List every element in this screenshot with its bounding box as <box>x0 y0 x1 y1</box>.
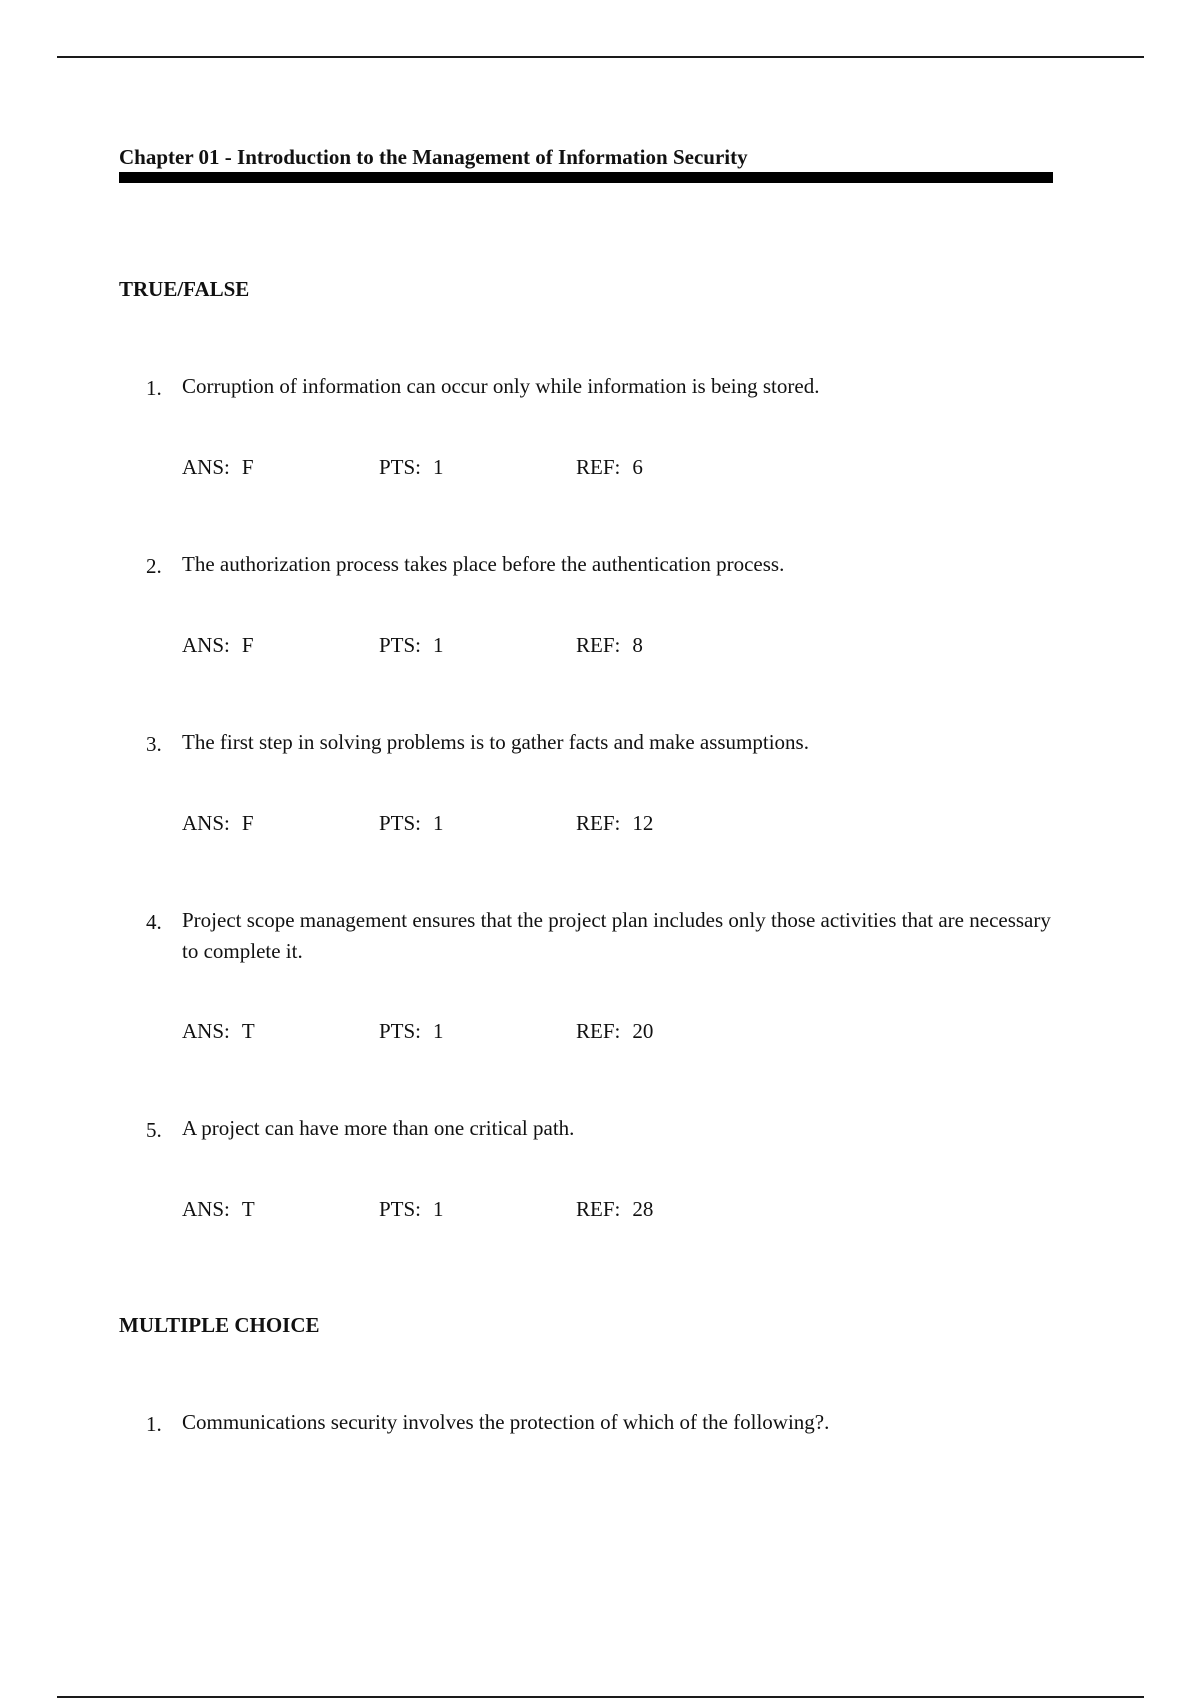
pts-label: PTS: <box>379 633 422 657</box>
ref-label: REF: <box>576 1197 621 1221</box>
ans-value: F <box>241 633 254 657</box>
pts-label: PTS: <box>379 811 422 835</box>
page-bottom-rule <box>57 1696 1144 1698</box>
question-text: The authorization process takes place before the authentication process. <box>182 552 785 576</box>
section-heading-multiple-choice: MULTIPLE CHOICE <box>119 1313 320 1337</box>
question-number: 2. <box>146 554 162 578</box>
ans-value: T <box>241 1019 255 1043</box>
question-text: A project can have more than one critical path. <box>182 1116 575 1140</box>
pts-value: 1 <box>433 455 444 479</box>
pts-label: PTS: <box>379 1019 422 1043</box>
ans-label: ANS: <box>182 811 230 835</box>
chapter-title: Chapter 01 - Introduction to the Management of Information Security <box>119 145 748 169</box>
ans-value: F <box>241 455 254 479</box>
ref-value: 28 <box>632 1197 654 1221</box>
ref-label: REF: <box>576 1019 621 1043</box>
pts-value: 1 <box>433 1019 444 1043</box>
question-text: The first step in solving problems is to gather facts and make assumptions. <box>182 730 809 754</box>
ref-value: 12 <box>632 811 654 835</box>
ans-value: F <box>241 811 254 835</box>
ans-label: ANS: <box>182 1019 230 1043</box>
ans-label: ANS: <box>182 633 230 657</box>
question-number: 4. <box>146 910 162 934</box>
ref-value: 8 <box>632 633 643 657</box>
question-text: Project scope management ensures that the project plan includes only those activities that are necessary to complete it. <box>182 908 1051 963</box>
pts-value: 1 <box>433 1197 444 1221</box>
ref-value: 20 <box>632 1019 654 1043</box>
ref-label: REF: <box>576 811 621 835</box>
answer-row <box>182 633 882 663</box>
question-number: 1. <box>146 1412 162 1436</box>
question-number: 5. <box>146 1118 162 1142</box>
ref-label: REF: <box>576 633 621 657</box>
chapter-title-bar <box>119 172 1053 183</box>
ans-value: T <box>241 1197 255 1221</box>
ans-label: ANS: <box>182 455 230 479</box>
answer-row <box>182 455 882 485</box>
pts-value: 1 <box>433 811 444 835</box>
question-number: 1. <box>146 376 162 400</box>
ref-label: REF: <box>576 455 621 479</box>
question-text: Communications security involves the protection of which of the following?. <box>182 1410 830 1434</box>
answer-row <box>182 1019 882 1049</box>
question-text: Corruption of information can occur only while information is being stored. <box>182 374 820 398</box>
answer-row <box>182 1197 882 1227</box>
ref-value: 6 <box>632 455 643 479</box>
answer-row <box>182 811 882 841</box>
pts-label: PTS: <box>379 455 422 479</box>
ans-label: ANS: <box>182 1197 230 1221</box>
section-heading-true-false: TRUE/FALSE <box>119 277 250 301</box>
pts-label: PTS: <box>379 1197 422 1221</box>
page-top-rule <box>57 56 1144 58</box>
question-number: 3. <box>146 732 162 756</box>
pts-value: 1 <box>433 633 444 657</box>
